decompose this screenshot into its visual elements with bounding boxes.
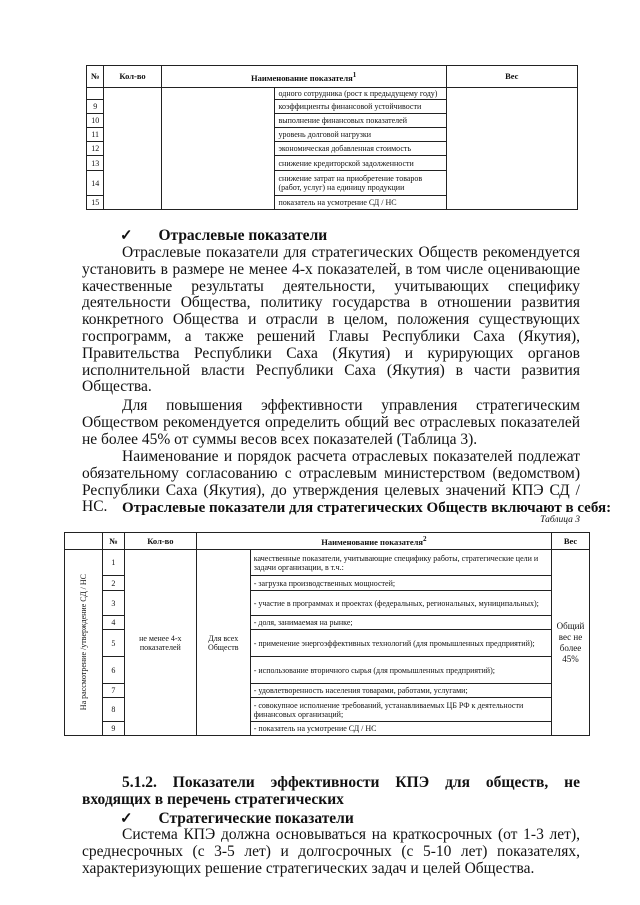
table-row-num: 8 [102,698,124,722]
section-2-paragraph: Система КПЭ должна основываться на краткосрочных (от 1-3 лет), среднесрочных (с 3-5 лет) и долгосрочных (с 5-10 лет) показателях, характеризующих решение стратегических задач и целей Общества. [82,826,580,877]
table-row-num: 12 [87,142,104,156]
table-row-num: 1 [102,550,124,576]
for-whom-cell: Для всех Обществ [196,550,250,736]
paragraph-1: Отраслевые показатели для стратегических Обществ рекомендуется установить в размере не менее 4-х показателей, в том числе оценивающие качественные результаты деятельности, учитывающих специфику деятельности Общества, политику государства в отношении развития конкретного Общества и отрасли в целом, положения существующих госпрограмм, а также решений Главы Республики Саха (Якутия), Правительства Республики Саха (Якутия) и курирующих органов исполнительной власти Республики Саха (Якутия) в части развития Общества. [82,244,580,396]
table-row-name: снижение затрат на приобретение товаров (работ, услуг) на единицу продукции [275,171,446,196]
table-row-name: - совокупное исполнение требований, устанавливаемых ЦБ РФ к деятельности финансовых организаций; [250,698,551,722]
subheading-title: Стратегические показатели [158,810,354,827]
table-row-num [87,88,104,100]
weight-cell: Общий вес не более 45% [551,550,589,736]
table-row-num: 10 [87,114,104,128]
table-row-num: 11 [87,128,104,142]
section-2-heading: 5.1.2. Показатели эффективности КПЭ для обществ, не входящих в перечень стратегических [82,774,580,808]
checkmark-icon: ✓ [120,228,133,244]
checkmark-icon: ✓ [120,811,133,827]
table-row-name: коэффициенты финансовой устойчивости [275,100,446,114]
table-row-name: качественные показатели, учитывающие специфику работы, стратегические цели и задачи организации, в т.ч.: [250,550,551,576]
col-header-qty: Кол-во [124,533,196,550]
table-row-num: 5 [102,630,124,657]
table-row-num: 2 [102,576,124,591]
table-3 [64,532,590,736]
table-3-title: Отраслевые показатели для стратегических Обществ включают в себя: [122,500,612,516]
table-row-num: 14 [87,171,104,196]
table-row-num: 3 [102,591,124,616]
col-header-weight: Вес [551,533,589,550]
table-row-num: 9 [87,100,104,114]
paragraph-2: Для повышения эффективности управления стратегическим Обществом рекомендуется определить общий вес отраслевых показателей не более 45% от суммы весов всех показателей (Таблица 3). [82,397,580,448]
table-row-num: 4 [102,616,124,630]
table-row-name: уровень долговой нагрузки [275,128,446,142]
side-label: На рассмотрение /утверждение СД / НС [78,574,88,711]
table-row-name: - применение энергоэффективных технологий (для промышленных предприятий); [250,630,551,657]
table-row-name: - показатель на усмотрение СД / НС [250,722,551,736]
table-row-name: экономическая добавленная стоимость [275,142,446,156]
table-row-num: 15 [87,196,104,210]
table-row-name: одного сотрудника (рост к предыдущему году) [275,88,446,100]
section-heading [120,226,327,245]
table-row-name: - загрузка производственных мощностей; [250,576,551,591]
table-row-name: показатель на усмотрение СД / НС [275,196,446,210]
table-row-num: 13 [87,156,104,171]
paragraph-3: Наименование и порядок расчета отраслевых показателей подлежат обязательному согласованию с отраслевым министерством (ведомством) Республики Саха (Якутия), до утверждения целевых значений КПЭ СД / НС. [82,448,580,516]
col-header-name: Наименование показателя$^2$ [196,533,551,550]
table-row-name: снижение кредиторской задолженности [275,156,446,171]
table-1 [86,65,578,210]
col-header-num: № [87,66,104,88]
col-header-num: № [102,533,124,550]
table-row-name: - использование вторичного сырья (для промышленных предприятий); [250,657,551,684]
table-row-name: - удовлетворенность населения товарами, работами, услугами; [250,684,551,698]
table-row-name: - участие в программах и проектах (федеральных, региональных, муниципальных); [250,591,551,616]
table-row-name: - доля, занимаемая на рынке; [250,616,551,630]
col-header-qty: Кол-во [104,66,161,88]
side-label-cell [65,550,103,736]
section-title: Отраслевые показатели [158,227,328,244]
table-row-num: 6 [102,657,124,684]
table-row-name: выполнение финансовых показателей [275,114,446,128]
table-row-num: 9 [102,722,124,736]
col-header-name: Наименование показателя$^1$ [161,66,446,88]
qty-cell: не менее 4-х показателей [124,550,196,736]
table-row-num: 7 [102,684,124,698]
table-3-caption: Таблица 3 [540,515,580,525]
col-header-weight: Вес [446,66,577,88]
